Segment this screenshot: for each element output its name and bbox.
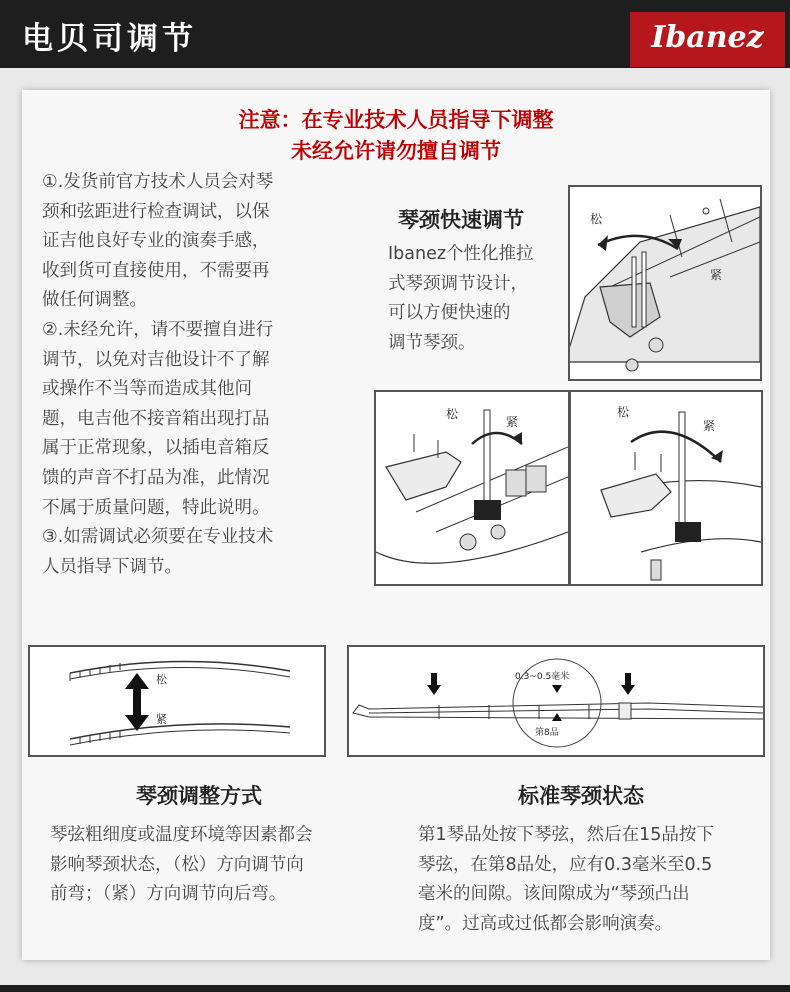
loosen-label: 松 (590, 212, 603, 226)
instruction-line: 人员指导下调节。 (42, 556, 182, 577)
neck-adjust-title: 琴颈调整方式 (136, 784, 262, 808)
wrench-diagram-left (374, 390, 570, 586)
page-title: 电贝司调节 (22, 21, 197, 57)
header-bar (0, 0, 790, 68)
quick-adjust-diagram (568, 185, 762, 381)
standard-neck-title: 标准琴颈状态 (518, 784, 644, 808)
instruction-line: 馈的声音不打品为准，此情况 (42, 467, 270, 488)
brand-logo-text: Ibanez (651, 20, 764, 55)
quick-adjust-line: Ibanez个性化推拉 (388, 244, 534, 264)
bottom-bar (0, 985, 790, 992)
loosen-label: 松 (617, 405, 630, 419)
quick-adjust-line: 可以方便快速的 (388, 303, 511, 323)
instruction-line: 属于正常现象，以插电音箱反 (42, 438, 270, 459)
instruction-line: 颈和弦距进行检查调试，以保 (42, 201, 270, 222)
quick-adjust-line: 式琴颈调节设计， (388, 273, 528, 294)
instruction-line: ③.如需调试必须要在专业技术 (42, 527, 274, 548)
instruction-line: 调节，以免对吉他设计不了解 (42, 349, 270, 370)
standard-neck-line: 第1琴品处按下琴弦，然后在15品按下 (418, 825, 714, 845)
neck-curve-diagram (28, 645, 326, 757)
instruction-line: ①.发货前官方技术人员会对琴 (42, 172, 274, 192)
content-card (22, 90, 770, 960)
neck-adjust-line: 琴弦粗细度或温度环境等因素都会 (50, 825, 313, 845)
gap-label: 0.3~0.5毫米 (515, 672, 570, 682)
quick-adjust-line: 调节琴颈。 (388, 332, 476, 353)
instruction-line: 题，电吉他不接音箱出现打品 (42, 408, 270, 429)
neck-adjust-line: 前弯；（紧）方向调节向后弯。 (50, 884, 287, 904)
neck-adjust-line: 影响琴颈状态，（松）方向调节向 (50, 854, 304, 875)
instruction-line: 或操作不当等而造成其他问 (42, 379, 252, 400)
instruction-line: 做任何调整。 (42, 290, 147, 311)
instruction-line: 收到货可直接使用，不需要再 (42, 260, 270, 281)
loosen-label: 松 (446, 407, 459, 421)
instruction-line: 不属于质量问题，特此说明。 (42, 497, 270, 518)
quick-adjust-text (388, 240, 568, 358)
wrench-diagram-right (569, 390, 763, 586)
notice-line-2: 未经允许请勿擅自调节 (291, 139, 501, 163)
standard-neck-diagram (347, 645, 765, 757)
tighten-label: 紧 (506, 415, 519, 429)
instruction-line: 证吉他良好专业的演奏手感， (42, 231, 270, 252)
loosen-label: 松 (156, 673, 167, 686)
standard-neck-text (418, 821, 763, 939)
standard-neck-line: 毫米的间隙。该间隙成为“琴颈凸出 (418, 884, 690, 904)
brand-logo (630, 12, 785, 67)
tighten-label: 紧 (703, 419, 716, 433)
tighten-label: 紧 (156, 713, 167, 726)
instruction-line: ②.未经允许，请不要擅自进行 (42, 319, 274, 340)
fret-label: 第8品 (535, 728, 559, 738)
tighten-label: 紧 (710, 268, 723, 282)
instructions-text (42, 168, 332, 582)
neck-adjust-text (50, 821, 350, 910)
standard-neck-line: 度”。过高或过低都会影响演奏。 (418, 913, 673, 934)
notice-line-1: 注意：在专业技术人员指导下调整 (238, 108, 554, 132)
quick-adjust-title: 琴颈快速调节 (398, 208, 524, 232)
standard-neck-line: 琴弦，在第8品处，应有0.3毫米至0.5 (418, 854, 713, 875)
